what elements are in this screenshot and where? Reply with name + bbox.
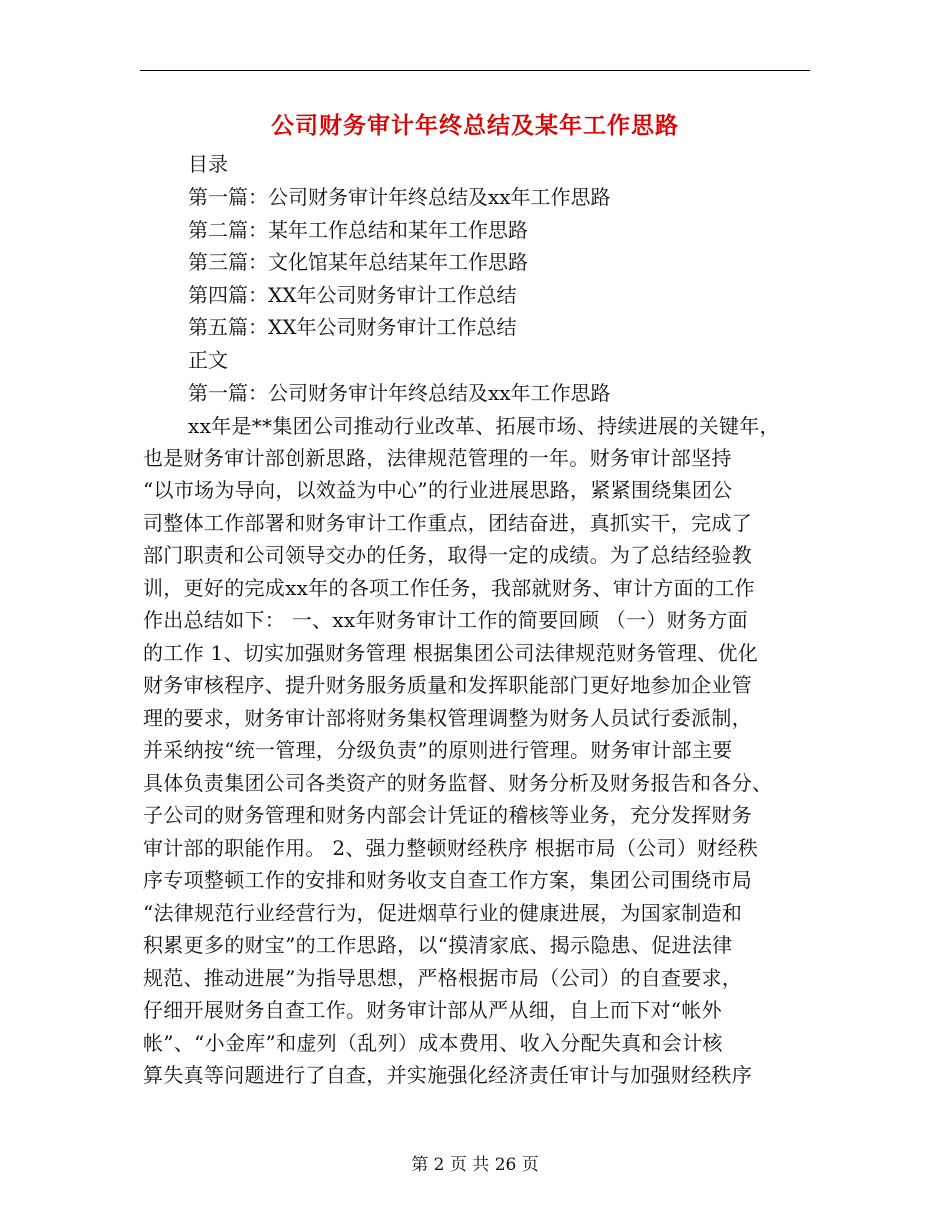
section-title: 第一篇：公司财务审计年终总结及xx年工作思路 <box>188 381 611 405</box>
body-line: 的工作 1、切实加强财务管理 根据集团公司法律规范财务管理、优化 <box>143 641 759 665</box>
header-rule <box>140 70 810 71</box>
toc-item: 第二篇：某年工作总结和某年工作思路 <box>188 218 528 242</box>
toc-item: 第五篇：XX年公司财务审计工作总结 <box>188 315 517 339</box>
body-line: “法律规范行业经营行为，促进烟草行业的健康进展，为国家制造和 <box>143 901 743 925</box>
body-line: 审计部的职能作用。 2、强力整顿财经秩序 根据市局（公司）财经秩 <box>143 836 759 860</box>
body-line: 并采纳按“统一管理，分级负责”的原则进行管理。财务审计部主要 <box>143 738 733 762</box>
body-line: 积累更多的财宝”的工作思路，以“摸清家底、揭示隐患、促进法律 <box>143 933 733 957</box>
body-line: “以市场为导向，以效益为中心”的行业进展思路，紧紧围绕集团公 <box>143 478 733 502</box>
document-title: 公司财务审计年终总结及某年工作思路 <box>271 112 679 139</box>
body-heading: 正文 <box>188 348 228 372</box>
toc-heading: 目录 <box>188 152 228 176</box>
body-line: 也是财务审计部创新思路，法律规范管理的一年。财务审计部坚持 <box>143 446 732 470</box>
toc-item: 第一篇：公司财务审计年终总结及xx年工作思路 <box>188 185 611 209</box>
body-line: 仔细开展财务自查工作。财务审计部从严从细，自上而下对“帐外 <box>143 998 722 1022</box>
body-line: 财务审核程序、提升财务服务质量和发挥职能部门更好地参加企业管 <box>143 673 752 697</box>
body-line: 部门职责和公司领导交办的任务，取得一定的成绩。为了总结经验教 <box>143 543 752 567</box>
toc-item: 第四篇：XX年公司财务审计工作总结 <box>188 283 517 307</box>
body-line: 规范、推动进展”为指导思想，严格根据市局（公司）的自查要求， <box>143 966 743 990</box>
body-line: 理的要求，财务审计部将财务集权管理调整为财务人员试行委派制， <box>143 706 752 730</box>
page-footer: 第 2 页 共 26 页 <box>411 1155 539 1175</box>
body-line: 帐”、“小金库”和虚列（乱列）成本费用、收入分配失真和会计核 <box>143 1031 723 1055</box>
body-line: 子公司的财务管理和财务内部会计凭证的稽核等业务，充分发挥财务 <box>143 803 752 827</box>
body-line: 司整体工作部署和财务审计工作重点，团结奋进，真抓实干，完成了 <box>143 511 752 535</box>
body-line: 序专项整顿工作的安排和财务收支自查工作方案，集团公司围绕市局 <box>143 868 752 892</box>
toc-item: 第三篇：文化馆某年总结某年工作思路 <box>188 250 528 274</box>
body-line: 算失真等问题进行了自查，并实施强化经济责任审计与加强财经秩序 <box>143 1063 752 1087</box>
body-line: 具体负责集团公司各类资产的财务监督、财务分析及财务报告和各分、 <box>143 771 773 795</box>
body-line: xx年是**集团公司推动行业改革、拓展市场、持续进展的关键年， <box>188 414 780 438</box>
body-line: 作出总结如下： 一、xx年财务审计工作的简要回顾 （一）财务方面 <box>143 608 748 632</box>
body-line: 训，更好的完成xx年的各项工作任务，我部就财务、审计方面的工作 <box>143 576 755 600</box>
